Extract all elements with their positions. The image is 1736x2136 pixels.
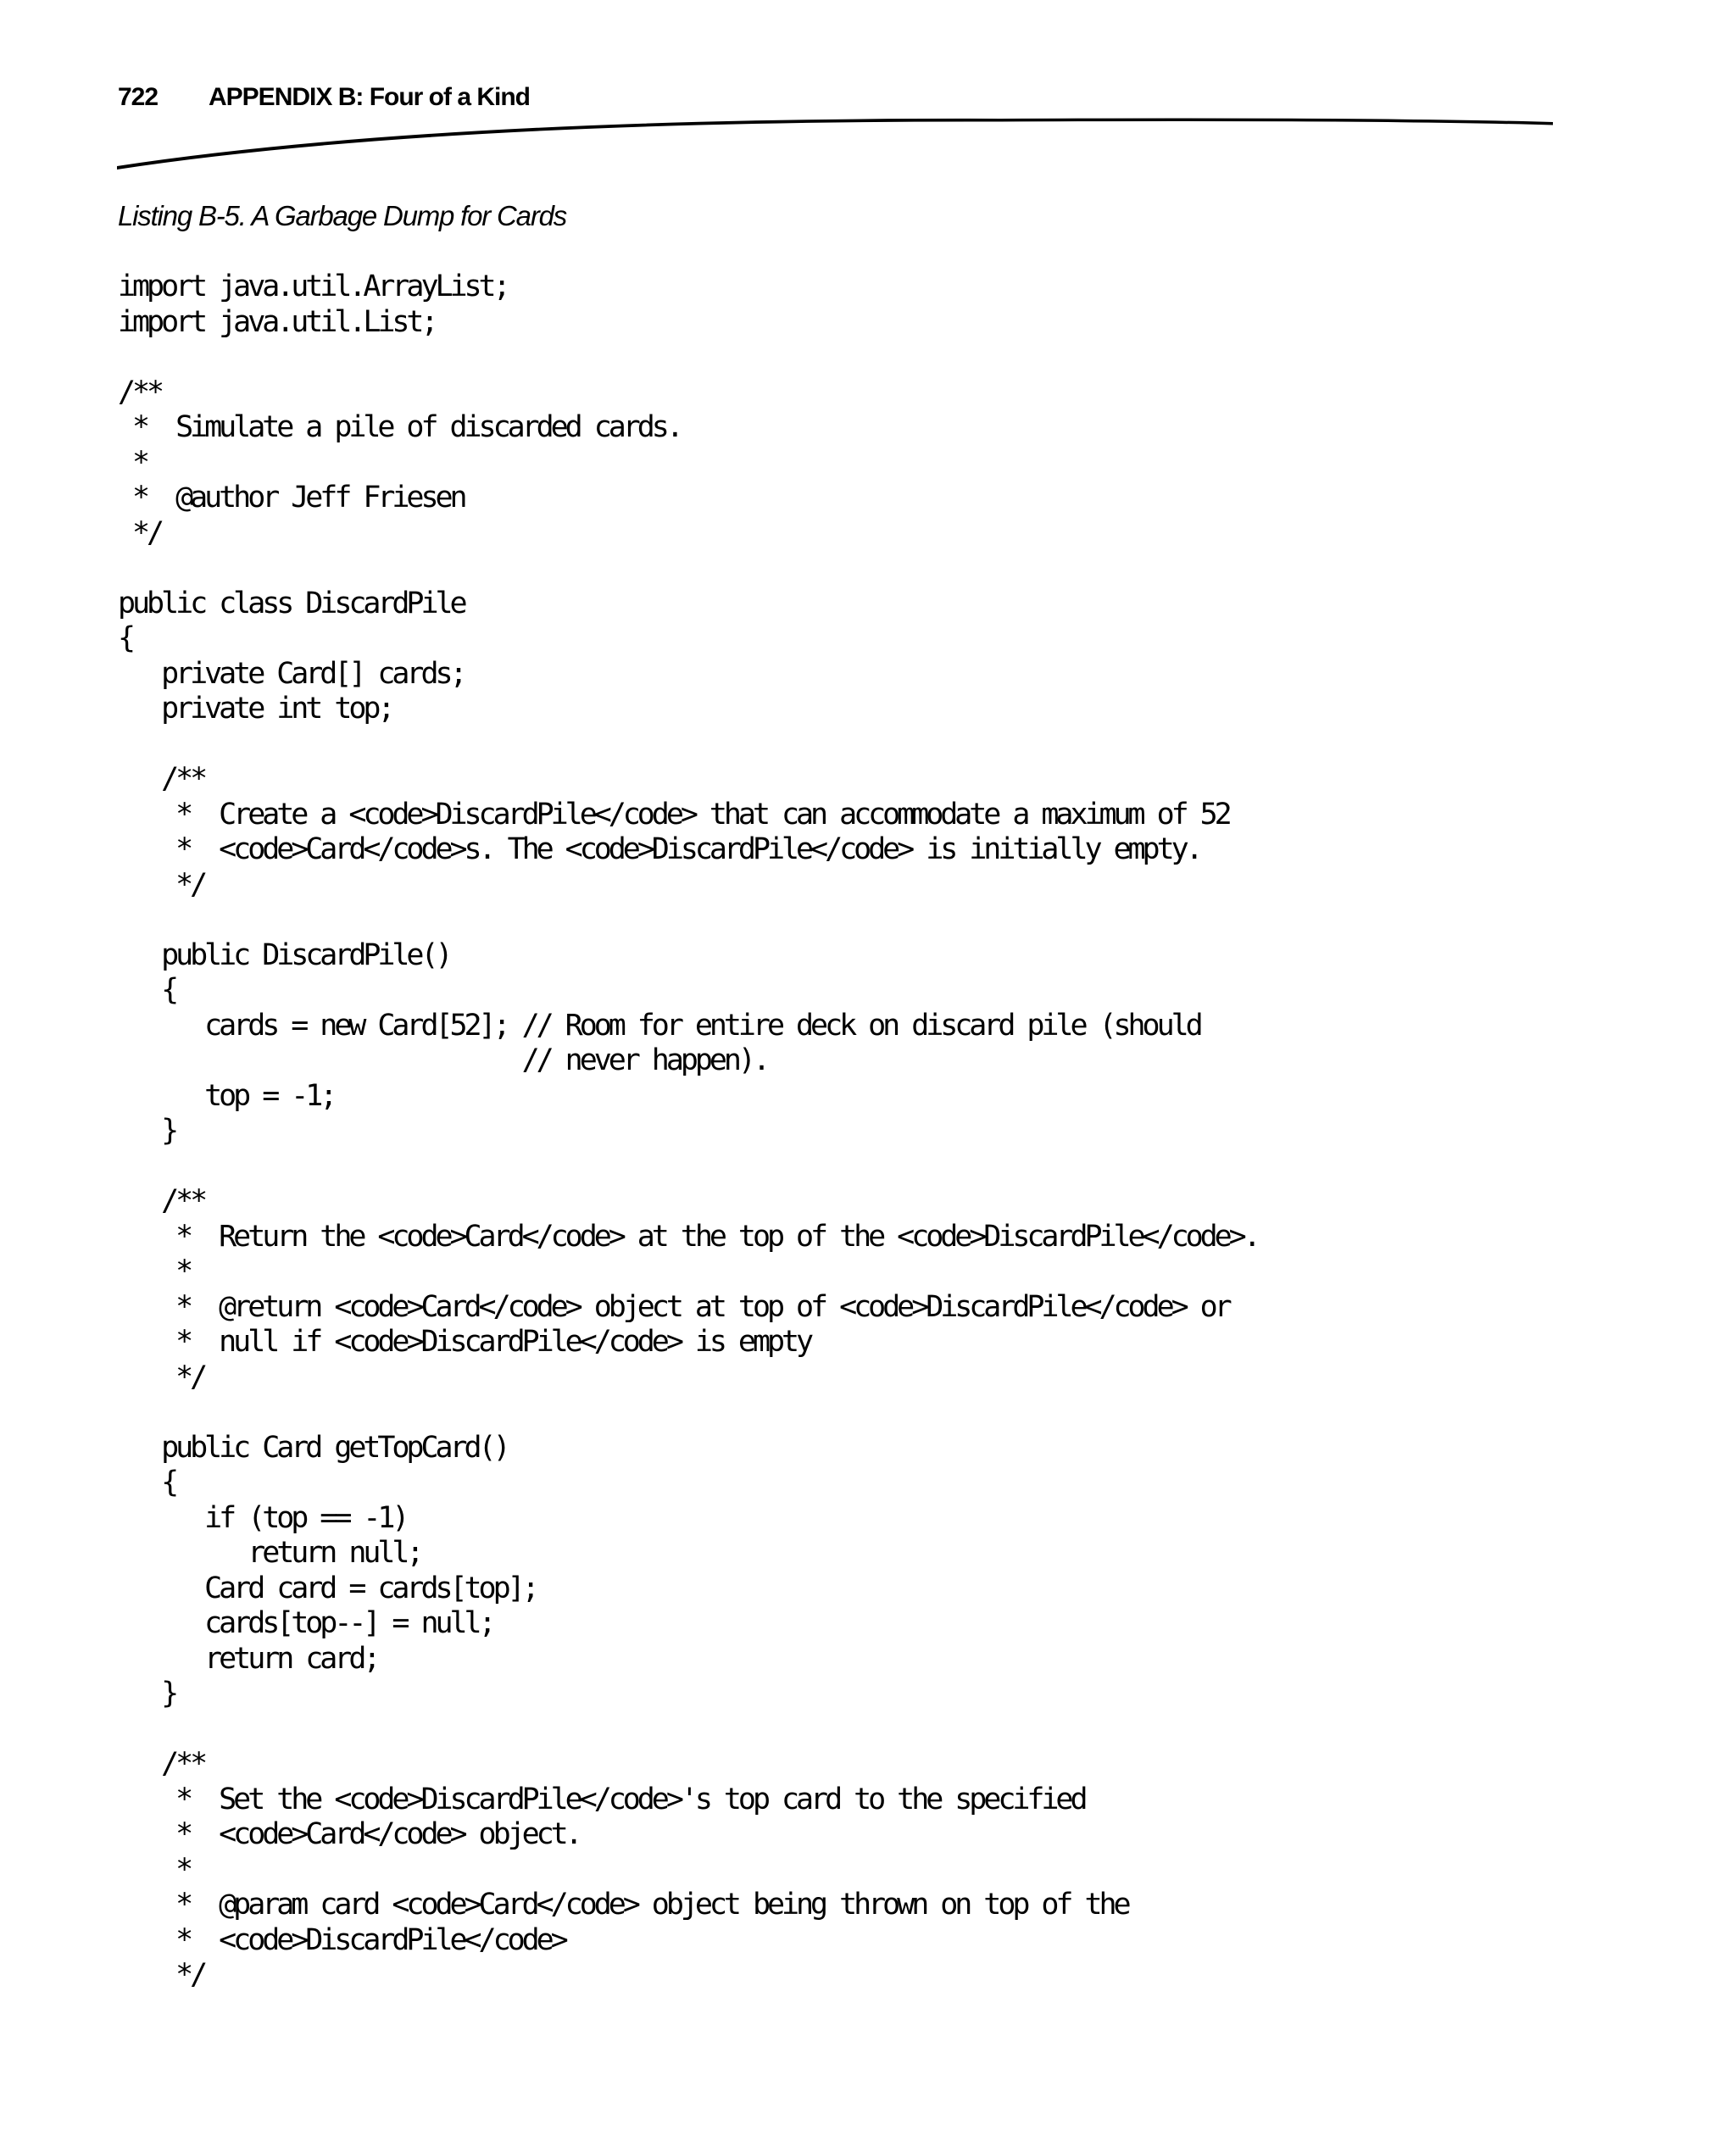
code-line: public class DiscardPile xyxy=(118,586,465,620)
code-line: { xyxy=(118,1466,176,1499)
code-line: return card; xyxy=(118,1641,378,1676)
code-line: /** xyxy=(118,1184,205,1218)
code-line: /** xyxy=(118,1747,205,1781)
code-line: */ xyxy=(118,515,162,550)
code-line: private Card[] cards; xyxy=(118,656,465,691)
code-line xyxy=(118,1149,1258,1185)
code-line: private int top; xyxy=(118,692,392,726)
code-line: top = -1; xyxy=(118,1078,335,1113)
code-line: /** xyxy=(118,375,162,409)
code-line: return null; xyxy=(118,1536,421,1570)
code-line xyxy=(118,903,1258,938)
code-line: * <code>DiscardPile</code> xyxy=(118,1922,565,1957)
listing-caption: Listing B-5. A Garbage Dump for Cards xyxy=(118,200,567,231)
code-line xyxy=(118,340,1258,375)
code-line: * @author Jeff Friesen xyxy=(118,481,465,515)
code-line: if (top == -1) xyxy=(118,1500,407,1535)
header-rule xyxy=(0,0,1736,186)
code-line: * xyxy=(118,1254,191,1288)
code-line: * xyxy=(118,445,147,480)
code-line: */ xyxy=(118,1958,205,1992)
page-number: 722 xyxy=(118,83,159,111)
running-head: APPENDIX B: Four of a Kind xyxy=(209,83,530,111)
code-line xyxy=(118,551,1258,587)
code-line: public Card getTopCard() xyxy=(118,1430,508,1465)
code-line: } xyxy=(118,1677,176,1710)
code-line: * <code>Card</code>s. The <code>DiscardPile</code> is initially empty. xyxy=(118,832,1200,866)
code-line: import java.util.ArrayList; xyxy=(118,270,508,303)
code-line xyxy=(118,1395,1258,1431)
code-line: } xyxy=(118,1114,176,1148)
code-line: // never happen). xyxy=(118,1043,767,1077)
code-line: * Return the <code>Card</code> at the top of the <code>DiscardPile</code>. xyxy=(118,1219,1258,1254)
code-line: cards = new Card[52]; // Room for entire deck on discard pile (should xyxy=(118,1008,1200,1043)
code-line: /** xyxy=(118,762,205,796)
code-line: * xyxy=(118,1852,191,1887)
code-line: Card card = cards[top]; xyxy=(118,1571,537,1605)
code-line: * null if <code>DiscardPile</code> is empty xyxy=(118,1325,811,1359)
code-line: { xyxy=(118,621,133,655)
code-line: * @return <code>Card</code> object at top of <code>DiscardPile</code> or xyxy=(118,1289,1229,1324)
code-listing xyxy=(118,270,1258,1994)
code-line: * Simulate a pile of discarded cards. xyxy=(118,410,681,444)
code-line: import java.util.List; xyxy=(118,304,436,339)
code-line: * Set the <code>DiscardPile</code>'s top card to the specified xyxy=(118,1782,1085,1816)
code-line xyxy=(118,1712,1258,1748)
code-line xyxy=(118,727,1258,763)
code-line: */ xyxy=(118,1360,205,1394)
code-line: * <code>Card</code> object. xyxy=(118,1817,580,1851)
code-line: cards[top--] = null; xyxy=(118,1606,493,1640)
header-rule-curve xyxy=(117,119,1553,170)
code-line: * Create a <code>DiscardPile</code> that can accommodate a maximum of 52 xyxy=(118,797,1229,832)
code-line: */ xyxy=(118,867,205,902)
code-line: { xyxy=(118,973,176,1007)
code-line: public DiscardPile() xyxy=(118,937,450,972)
code-line: * @param card <code>Card</code> object being thrown on top of the xyxy=(118,1888,1128,1922)
